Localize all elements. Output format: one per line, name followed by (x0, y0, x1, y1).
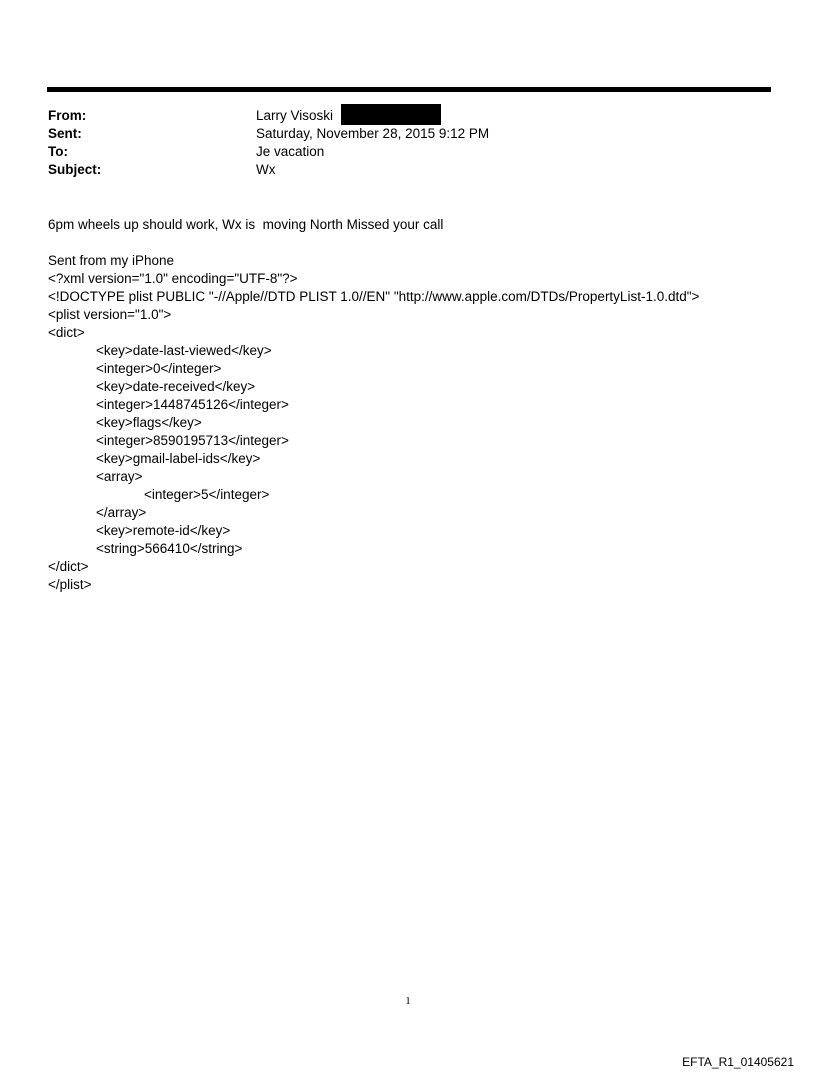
xml-line: <integer>8590195713</integer> (96, 433, 289, 448)
subject-label: Subject: (48, 162, 102, 177)
xml-line: <!DOCTYPE plist PUBLIC "-//Apple//DTD PLIST 1.0//EN" "http://www.apple.com/DTDs/PropertyList-1.0.dtd"> (48, 289, 700, 304)
xml-line: <?xml version="1.0" encoding="UTF-8"?> (48, 271, 298, 286)
xml-line: <key>flags</key> (96, 415, 202, 430)
xml-line: <key>date-last-viewed</key> (96, 343, 272, 358)
sent-value: Saturday, November 28, 2015 9:12 PM (256, 126, 490, 141)
xml-line: <array> (96, 469, 143, 484)
xml-line: <dict> (48, 325, 85, 340)
xml-line: <key>gmail-label-ids</key> (96, 451, 261, 466)
message-text: 6pm wheels up should work, Wx is moving North Missed your call (48, 217, 444, 232)
redaction-block (341, 104, 441, 125)
xml-line: <plist version="1.0"> (48, 307, 172, 322)
sender-name: Larry Visoski (256, 108, 334, 123)
xml-line: <string>566410</string> (96, 541, 243, 556)
xml-line: </array> (96, 505, 147, 520)
from-label: From: (48, 108, 87, 123)
blank-line (48, 234, 788, 252)
xml-line: </dict> (48, 559, 89, 574)
xml-line: <integer>1448745126</integer> (96, 397, 289, 412)
page-number: 1 (405, 995, 411, 1007)
document-id: EFTA_R1_01405621 (682, 1055, 794, 1069)
from-value (256, 107, 441, 125)
xml-line: <key>date-received</key> (96, 379, 256, 394)
header-divider (47, 87, 771, 92)
xml-line: <key>remote-id</key> (96, 523, 231, 538)
signature-text: Sent from my iPhone (48, 253, 175, 268)
subject-value: Wx (256, 162, 276, 177)
to-value: Je vacation (256, 144, 325, 159)
email-body (48, 216, 788, 594)
xml-line: <integer>0</integer> (96, 361, 222, 376)
xml-line: <integer>5</integer> (144, 487, 270, 502)
to-label: To: (48, 144, 68, 159)
sent-label: Sent: (48, 126, 82, 141)
xml-line: </plist> (48, 577, 92, 592)
